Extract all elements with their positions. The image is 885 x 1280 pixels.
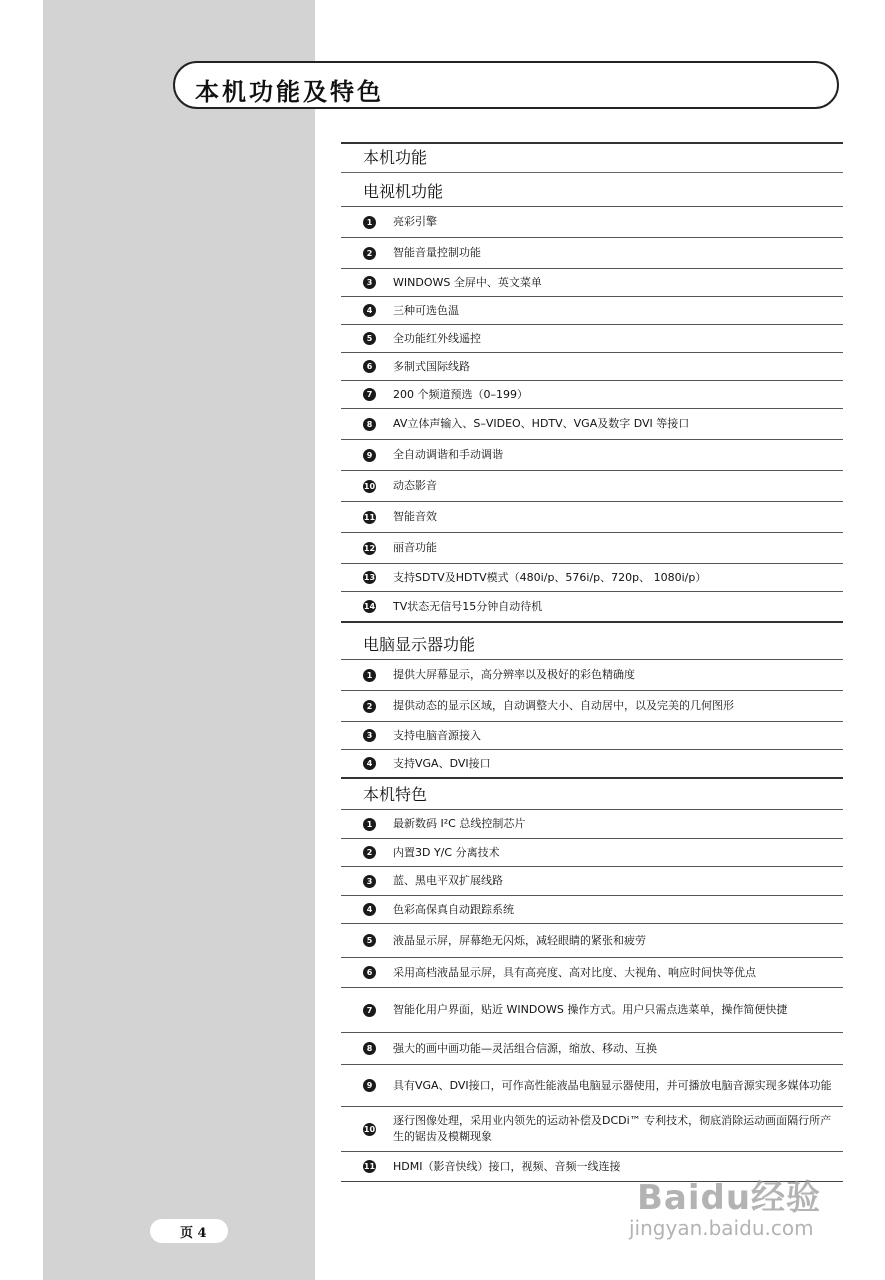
- tv-item-text: 多制式国际线路: [393, 359, 470, 373]
- number-bullet-icon: 4: [363, 757, 376, 770]
- number-bullet-icon: 8: [363, 1042, 376, 1055]
- number-bullet-icon: 9: [363, 449, 376, 462]
- tv-item: [341, 206, 843, 237]
- tv-item-text: 智能音量控制功能: [393, 246, 481, 259]
- watermark-url: jingyan.baidu.com: [629, 1216, 814, 1240]
- main-header: 本机功能: [341, 142, 843, 172]
- number-bullet-icon: 3: [363, 729, 376, 742]
- number-bullet-icon: 7: [363, 388, 376, 401]
- tv-item-text: 支持SDTV及HDTV模式（480i/p、576i/p、720p、 1080i/p）: [393, 570, 707, 584]
- feature-item-text: 采用高档液晶显示屏，具有高亮度、高对比度、大视角、响应时间快等优点: [393, 965, 756, 979]
- feature-item: [341, 957, 843, 987]
- feature-item-text: 逐行图像处理，采用业内领先的运动补偿及DCDi™ 专利技术，彻底消除运动画面隔行所产生的锯齿及模糊现象: [393, 1114, 832, 1143]
- number-bullet-icon: 4: [363, 304, 376, 317]
- number-bullet-icon: 6: [363, 360, 376, 373]
- tv-item: [341, 408, 843, 439]
- number-bullet-icon: 8: [363, 418, 376, 431]
- feature-item-text: 强大的画中画功能—灵活组合信源，缩放、移动、互换: [393, 1041, 657, 1055]
- pc-item: [341, 690, 843, 721]
- feature-item: [341, 1032, 843, 1064]
- number-bullet-icon: 12: [363, 543, 376, 553]
- features-header: 本机特色: [341, 777, 843, 809]
- tv-list: [341, 206, 843, 621]
- feature-item: [341, 1064, 843, 1106]
- tv-item: [341, 532, 843, 563]
- tv-item: [341, 296, 843, 324]
- number-bullet-icon: 11: [363, 1162, 376, 1171]
- feature-item: [341, 838, 843, 866]
- pc-item-text: 提供大屏幕显示，高分辨率以及极好的彩色精确度: [393, 668, 635, 681]
- tv-item-text: 全自动调谐和手动调谐: [393, 448, 503, 461]
- number-bullet-icon: 11: [363, 512, 376, 522]
- feature-item: [341, 809, 843, 838]
- tv-item-text: 全功能红外线遥控: [393, 331, 481, 345]
- tv-item: [341, 501, 843, 532]
- number-bullet-icon: 10: [363, 1124, 376, 1134]
- content: [341, 142, 843, 1182]
- pc-item-text: 支持电脑音源接入: [393, 728, 481, 742]
- feature-item: [341, 923, 843, 957]
- number-bullet-icon: 7: [363, 1004, 376, 1017]
- tv-item: [341, 439, 843, 470]
- feature-item-text: HDMI（影音快线）接口，视频、音频一线连接: [393, 1159, 621, 1173]
- number-bullet-icon: 5: [363, 934, 376, 947]
- number-bullet-icon: 3: [363, 276, 376, 289]
- features-list: [341, 809, 843, 1181]
- tv-item-text: 智能音效: [393, 510, 437, 523]
- page-number-tab: [150, 1219, 228, 1243]
- tv-item: [341, 324, 843, 352]
- feature-item: [341, 987, 843, 1032]
- tv-item-text: TV状态无信号15分钟自动待机: [393, 599, 543, 613]
- feature-item-text: 液晶显示屏，屏幕绝无闪烁，减轻眼睛的紧张和疲劳: [393, 933, 646, 947]
- number-bullet-icon: 2: [363, 846, 376, 859]
- page-number: 页 4: [180, 1225, 207, 1241]
- feature-item-text: 内置3D Y/C 分离技术: [393, 845, 500, 859]
- pc-item-text: 支持VGA、DVI接口: [393, 756, 491, 770]
- pc-item-text: 提供动态的显示区域，自动调整大小、自动居中，以及完美的几何图形: [393, 699, 734, 712]
- watermark: [617, 1170, 847, 1250]
- number-bullet-icon: 14: [363, 602, 376, 611]
- feature-item-text: 色彩高保真自动跟踪系统: [393, 902, 514, 916]
- watermark-logo: Baidu经验: [637, 1178, 822, 1218]
- tv-item-text: 三种可选色温: [393, 303, 459, 317]
- number-bullet-icon: 2: [363, 247, 376, 260]
- tv-item-text: 亮彩引擎: [393, 215, 437, 228]
- title-box: [173, 61, 839, 109]
- pc-header: 电脑显示器功能: [341, 621, 843, 659]
- number-bullet-icon: 3: [363, 875, 376, 888]
- feature-item-text: 蓝、黑电平双扩展线路: [393, 874, 503, 887]
- tv-item: [341, 380, 843, 408]
- tv-item: [341, 563, 843, 591]
- tv-item-text: 200 个频道预选（0–199）: [393, 387, 528, 401]
- feature-item: [341, 1106, 843, 1151]
- number-bullet-icon: 5: [363, 332, 376, 345]
- tv-item-text: 动态影音: [393, 479, 437, 492]
- pc-list: [341, 659, 843, 777]
- tv-header: 电视机功能: [341, 172, 843, 206]
- feature-item-text: 智能化用户界面，贴近 WINDOWS 操作方式。用户只需点选菜单，操作简便快捷: [393, 1003, 788, 1016]
- tv-item-text: 丽音功能: [393, 541, 437, 554]
- number-bullet-icon: 13: [363, 573, 376, 582]
- feature-item: [341, 895, 843, 923]
- pc-item: [341, 659, 843, 690]
- side-band: [43, 0, 315, 1280]
- feature-item-text: 具有VGA、DVI接口，可作高性能液晶电脑显示器使用，并可播放电脑音源实现多媒体功能: [393, 1078, 832, 1092]
- tv-item: [341, 352, 843, 380]
- number-bullet-icon: 1: [363, 216, 376, 229]
- tv-item-text: AV立体声输入、S–VIDEO、HDTV、VGA及数字 DVI 等接口: [393, 417, 690, 430]
- number-bullet-icon: 9: [363, 1079, 376, 1092]
- tv-item: [341, 237, 843, 268]
- number-bullet-icon: 2: [363, 700, 376, 713]
- number-bullet-icon: 1: [363, 818, 376, 831]
- number-bullet-icon: 1: [363, 669, 376, 682]
- tv-item-text: WINDOWS 全屏中、英文菜单: [393, 275, 542, 289]
- tv-item: [341, 470, 843, 501]
- pc-item: [341, 721, 843, 749]
- feature-item-text: 最新数码 I²C 总线控制芯片: [393, 817, 526, 830]
- number-bullet-icon: 4: [363, 903, 376, 916]
- page-title: 本机功能及特色: [195, 77, 384, 106]
- number-bullet-icon: 6: [363, 966, 376, 979]
- tv-item: [341, 591, 843, 621]
- pc-item: [341, 749, 843, 777]
- feature-item: [341, 866, 843, 895]
- number-bullet-icon: 10: [363, 481, 376, 491]
- tv-item: [341, 268, 843, 296]
